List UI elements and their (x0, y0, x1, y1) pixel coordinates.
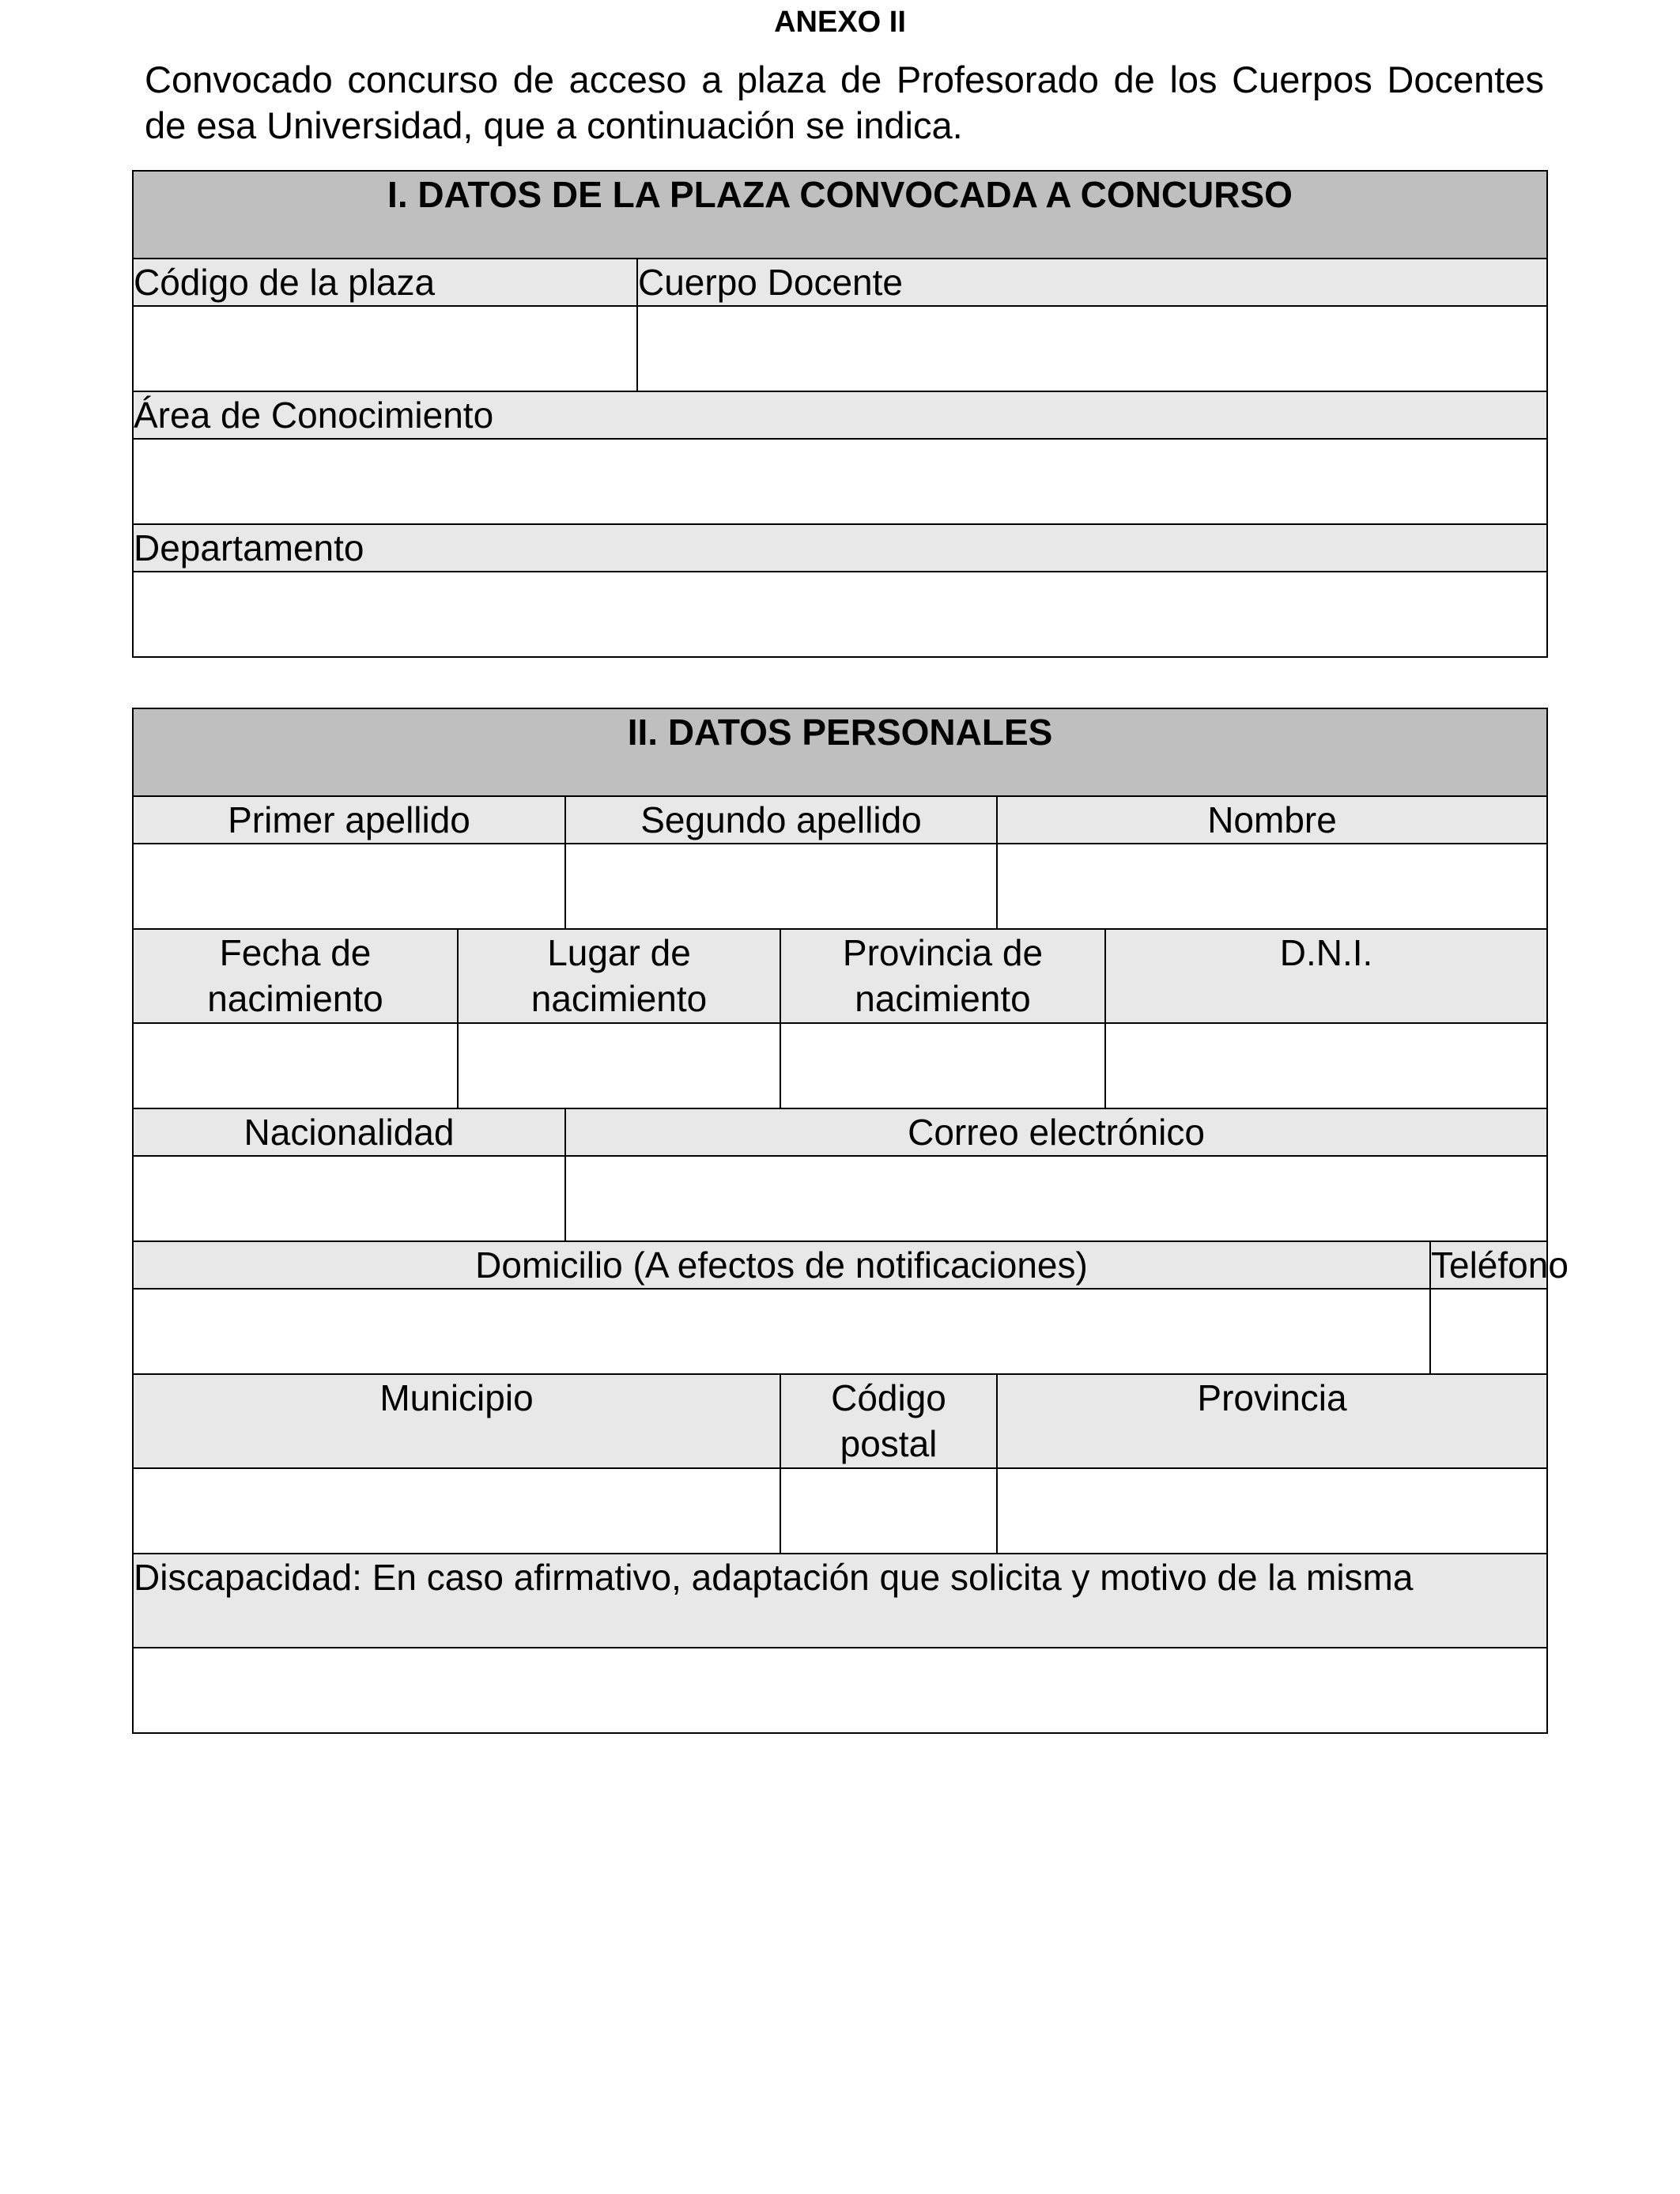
departamento-label: Departamento (133, 524, 1547, 572)
discapacidad-field[interactable] (133, 1648, 1547, 1733)
codigo-postal-field[interactable] (780, 1468, 997, 1554)
municipio-field[interactable] (133, 1468, 780, 1554)
nacionalidad-label: Nacionalidad (133, 1108, 565, 1156)
area-conocimiento-field[interactable] (133, 439, 1547, 524)
datos-personales-table (132, 708, 1569, 1734)
page-title: ANEXO II (774, 6, 906, 39)
discapacidad-label: Discapacidad: En caso afirmativo, adaptación que solicita y motivo de la misma (133, 1554, 1547, 1648)
domicilio-label: Domicilio (A efectos de notificaciones) (133, 1241, 1430, 1289)
nacionalidad-field[interactable] (133, 1156, 565, 1241)
municipio-label: Municipio (133, 1374, 780, 1468)
codigo-postal-label: Código postal (780, 1374, 997, 1468)
fecha-nacimiento-label: Fecha de nacimiento (133, 929, 458, 1023)
dni-label: D.N.I. (1105, 929, 1547, 1023)
telefono-field[interactable] (1430, 1289, 1547, 1374)
primer-apellido-field[interactable] (133, 844, 565, 929)
nombre-field[interactable] (997, 844, 1547, 929)
provincia-nacimiento-label: Provincia de nacimiento (780, 929, 1105, 1023)
segundo-apellido-field[interactable] (565, 844, 997, 929)
section-heading-personales: II. DATOS PERSONALES (133, 708, 1547, 796)
section-heading-plaza: I. DATOS DE LA PLAZA CONVOCADA A CONCURSO (133, 171, 1547, 259)
intro-paragraph: Convocado concurso de acceso a plaza de Profesorado de los Cuerpos Docentes de esa Universidad, que a continuación se indica. (145, 59, 1544, 146)
departamento-field[interactable] (133, 572, 1547, 657)
plaza-table (132, 170, 1548, 658)
provincia-field[interactable] (997, 1468, 1547, 1554)
fecha-nacimiento-field[interactable] (133, 1023, 458, 1108)
domicilio-field[interactable] (133, 1289, 1430, 1374)
codigo-plaza-label: Código de la plaza (133, 259, 637, 306)
telefono-label: Teléfono (1430, 1241, 1547, 1289)
nombre-label: Nombre (997, 796, 1547, 844)
cuerpo-docente-label: Cuerpo Docente (637, 259, 1547, 306)
lugar-nacimiento-label: Lugar de nacimiento (458, 929, 780, 1023)
cuerpo-docente-field[interactable] (637, 306, 1547, 391)
area-conocimiento-label: Área de Conocimiento (133, 391, 1547, 439)
primer-apellido-label: Primer apellido (133, 796, 565, 844)
provincia-label: Provincia (997, 1374, 1547, 1468)
codigo-plaza-field[interactable] (133, 306, 637, 391)
correo-label: Correo electrónico (565, 1108, 1547, 1156)
correo-field[interactable] (565, 1156, 1547, 1241)
lugar-nacimiento-field[interactable] (458, 1023, 780, 1108)
provincia-nacimiento-field[interactable] (780, 1023, 1105, 1108)
dni-field[interactable] (1105, 1023, 1547, 1108)
segundo-apellido-label: Segundo apellido (565, 796, 997, 844)
